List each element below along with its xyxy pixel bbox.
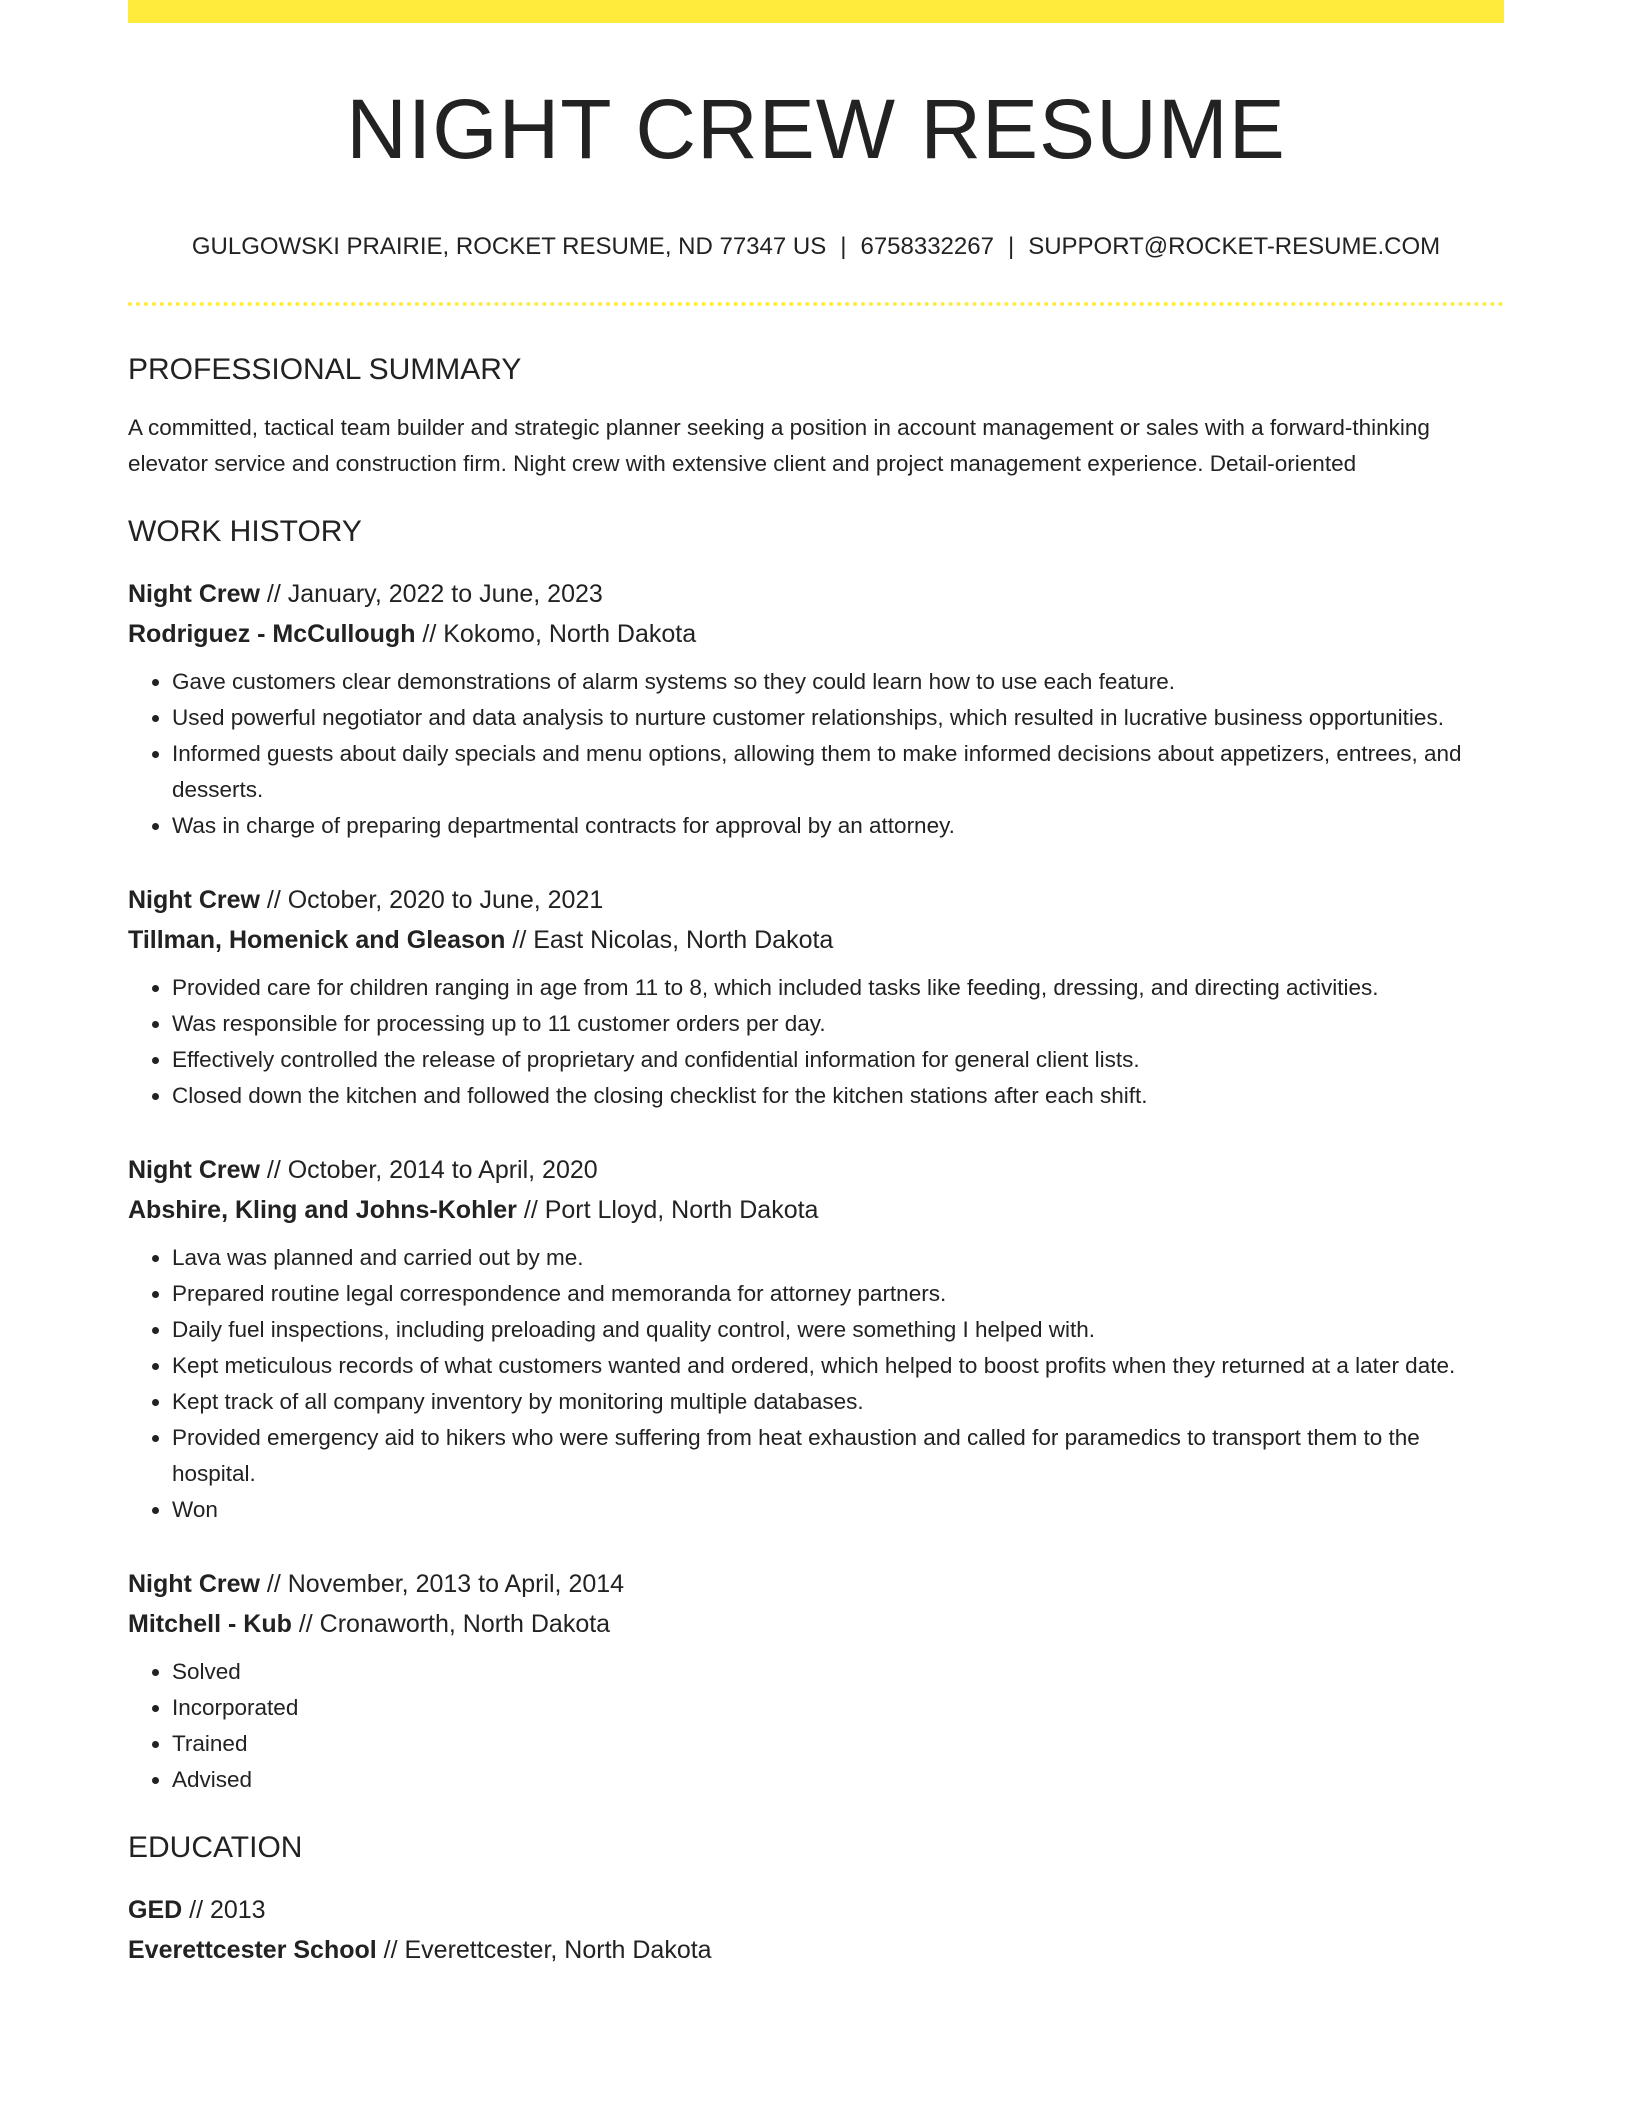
list-item: • Provided emergency aid to hikers who were suffering from heat exhaustion and called for paramedics to transport them to the hospital.	[172, 1420, 1504, 1492]
list-item: • Incorporated	[172, 1690, 1504, 1726]
list-item: • Was in charge of preparing departmental contracts for approval by an attorney.	[172, 808, 1504, 844]
list-item: • Gave customers clear demonstrations of alarm systems so they could learn how to use each feature.	[172, 664, 1504, 700]
job-title-line	[128, 1150, 1504, 1190]
list-item: • Provided care for children ranging in age from 11 to 8, which included tasks like feeding, dressing, and directing activities.	[172, 970, 1504, 1006]
list-item: • Prepared routine legal correspondence and memoranda for attorney partners.	[172, 1276, 1504, 1312]
work-history-heading: WORK HISTORY	[128, 515, 362, 549]
job-entry	[128, 1150, 1504, 1528]
list-item: • Won	[172, 1492, 1504, 1528]
contact-email: SUPPORT@ROCKET-RESUME.COM	[1028, 233, 1441, 261]
job-entry	[128, 574, 1504, 844]
job-entry	[128, 880, 1504, 1114]
contact-phone: 6758332267	[860, 233, 994, 261]
list-item: • Closed down the kitchen and followed the closing checklist for the kitchen stations after each shift.	[172, 1078, 1504, 1114]
list-item: • Was responsible for processing up to 11 customer orders per day.	[172, 1006, 1504, 1042]
list-item: • Effectively controlled the release of proprietary and confidential information for general client lists.	[172, 1042, 1504, 1078]
summary-heading: PROFESSIONAL SUMMARY	[128, 353, 522, 387]
contact-separator: |	[1007, 233, 1015, 261]
list-item: • Kept track of all company inventory by monitoring multiple databases.	[172, 1384, 1504, 1420]
job-title: Night Crew	[128, 580, 260, 609]
job-company-line	[128, 1604, 1504, 1644]
job-title-line	[128, 574, 1504, 614]
resume-page	[128, 0, 1504, 1970]
contact-address: GULGOWSKI PRAIRIE, ROCKET RESUME, ND 77347 US	[191, 233, 827, 261]
job-title: Night Crew	[128, 1570, 260, 1599]
job-company: Mitchell - Kub	[128, 1610, 292, 1639]
job-location: // Cronaworth, North Dakota	[291, 1610, 611, 1639]
education-heading: EDUCATION	[128, 1831, 303, 1865]
contact-line	[128, 233, 1504, 262]
education-location: // Everettcester, North Dakota	[376, 1936, 712, 1965]
job-location: // Port Lloyd, North Dakota	[516, 1196, 819, 1225]
summary-text: A committed, tactical team builder and strategic planner seeking a position in account management or sales with a forward-thinking elevator service and construction firm. Night crew with extensive client and project management experience. Detail-oriented	[128, 415, 1430, 477]
list-item: • Solved	[172, 1654, 1504, 1690]
job-dates: // October, 2014 to April, 2020	[259, 1156, 598, 1185]
job-bullets	[128, 664, 1504, 844]
list-item: • Used powerful negotiator and data analysis to nurture customer relationships, which resulted in lucrative business opportunities.	[172, 700, 1504, 736]
job-company-line	[128, 1190, 1504, 1230]
education-entry	[128, 1890, 1504, 1970]
job-dates: // January, 2022 to June, 2023	[259, 580, 603, 609]
job-location: // East Nicolas, North Dakota	[505, 926, 834, 955]
education-degree: GED	[128, 1896, 183, 1925]
job-company: Abshire, Kling and Johns-Kohler	[128, 1196, 517, 1225]
education-school: Everettcester School	[128, 1936, 377, 1965]
job-bullets	[128, 970, 1504, 1114]
list-item: • Kept meticulous records of what customers wanted and ordered, which helped to boost profits when they returned at a later date.	[172, 1348, 1504, 1384]
list-item: • Daily fuel inspections, including preloading and quality control, were something I helped with.	[172, 1312, 1504, 1348]
contact-separator: |	[840, 233, 847, 261]
job-location: // Kokomo, North Dakota	[415, 620, 697, 649]
education-school-line	[128, 1930, 1504, 1970]
job-title-line	[128, 880, 1504, 920]
job-company: Rodriguez - McCullough	[128, 620, 416, 649]
job-bullets	[128, 1654, 1504, 1798]
list-item: • Informed guests about daily specials and menu options, allowing them to make informed decisions about appetizers, entrees, and desserts.	[172, 736, 1504, 808]
job-company: Tillman, Homenick and Gleason	[128, 926, 506, 955]
education-degree-line	[128, 1890, 1504, 1930]
accent-top-bar	[128, 0, 1504, 23]
list-item: • Lava was planned and carried out by me.	[172, 1240, 1504, 1276]
education-year: // 2013	[182, 1896, 266, 1925]
job-entry	[128, 1564, 1504, 1798]
job-title-line	[128, 1564, 1504, 1604]
job-dates: // October, 2020 to June, 2021	[259, 886, 604, 915]
resume-title: NIGHT CREW RESUME	[346, 82, 1286, 176]
list-item: • Advised	[172, 1762, 1504, 1798]
job-company-line	[128, 614, 1504, 654]
job-title: Night Crew	[128, 1156, 260, 1185]
job-company-line	[128, 920, 1504, 960]
dotted-divider	[128, 302, 1504, 306]
list-item: • Trained	[172, 1726, 1504, 1762]
job-title: Night Crew	[128, 886, 260, 915]
job-dates: // November, 2013 to April, 2014	[259, 1570, 625, 1599]
job-bullets	[128, 1240, 1504, 1528]
